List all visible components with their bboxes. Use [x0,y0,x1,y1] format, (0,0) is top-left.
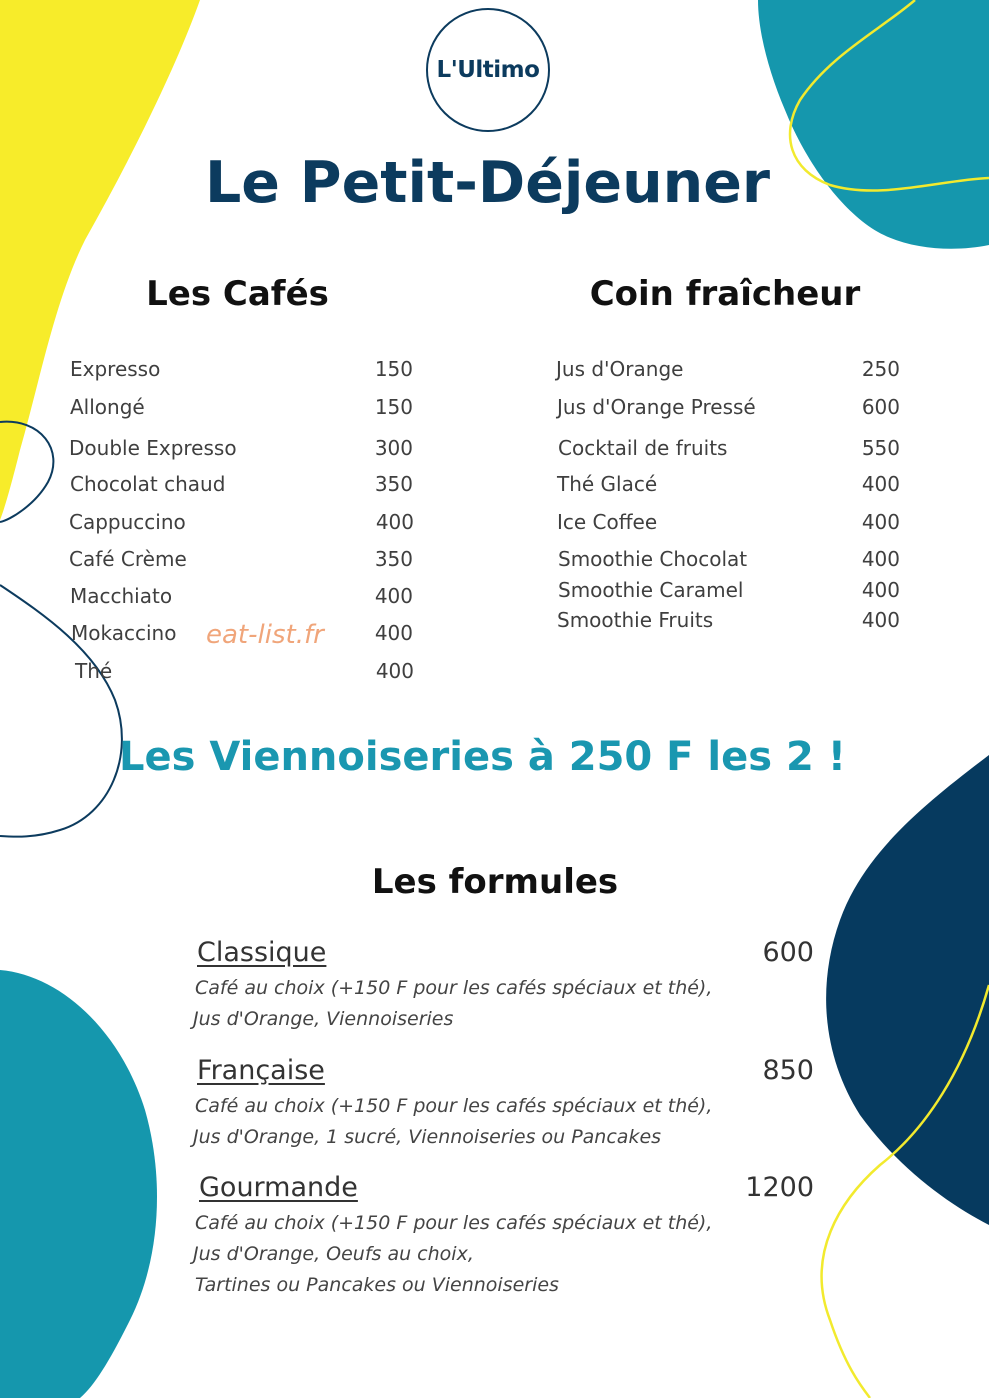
fraicheur-item-name: Ice Coffee [557,510,658,534]
promo-banner: Les Viennoiseries à 250 F les 2 ! [119,734,846,780]
cafe-item-name: Double Expresso [69,436,237,460]
formula-description: Jus d'Orange, Oeufs au choix, [193,1243,474,1265]
fraicheur-item-name: Cocktail de fruits [558,436,728,460]
logo [426,8,550,132]
fraicheur-item-name: Smoothie Caramel [558,578,744,602]
fraicheur-item-price: 550 [861,436,900,460]
fraicheur-item-name: Smoothie Fruits [557,608,714,632]
cafe-item-name: Café Crème [69,547,187,571]
cafe-item-price: 300 [374,436,413,460]
fraicheur-item-name: Jus d'Orange [556,357,684,381]
formula-price: 1200 [745,1172,814,1203]
logo-text: L'Ultimo [436,57,540,83]
formula-description: Café au choix (+150 F pour les cafés spéciaux et thé), [195,1095,713,1117]
cafe-item-name: Expresso [70,357,161,381]
formula-name: Française [197,1055,325,1086]
cafe-item-name: Cappuccino [69,510,186,534]
formula-description: Tartines ou Pancakes ou Viennoiseries [195,1274,559,1296]
cafe-item-price: 350 [374,472,413,496]
watermark: eat-list.fr [206,620,324,650]
formula-description: Café au choix (+150 F pour les cafés spéciaux et thé), [195,977,713,999]
fraicheur-item-price: 400 [861,608,900,632]
fraicheur-item-price: 400 [861,547,900,571]
cafe-item-name: Chocolat chaud [70,472,226,496]
fraicheur-item-name: Smoothie Chocolat [558,547,748,571]
fraicheur-item-price: 250 [861,357,900,381]
fraicheur-item-price: 400 [861,578,900,602]
cafe-item-price: 400 [374,621,413,645]
teal-blob-bottom [0,970,157,1398]
formules-title: Les formules [371,862,619,902]
formula-name: Classique [197,937,327,968]
formula-description: Jus d'Orange, Viennoiseries [193,1008,454,1030]
formula-price: 600 [762,937,814,968]
formula-name: Gourmande [199,1172,358,1203]
cafe-item-price: 400 [375,659,414,683]
fraicheur-item-price: 400 [861,472,900,496]
cafe-item-price: 150 [374,357,413,381]
fraicheur-title: Coin fraîcheur [589,274,861,314]
cafe-item-name: Allongé [70,395,145,419]
formula-description: Café au choix (+150 F pour les cafés spéciaux et thé), [195,1212,713,1234]
fraicheur-item-name: Thé Glacé [557,472,658,496]
cafes-title: Les Cafés [146,274,329,314]
cafe-item-price: 400 [375,510,414,534]
cafe-item-price: 350 [374,547,413,571]
page-title: Le Petit-Déjeuner [204,150,771,216]
fraicheur-item-price: 400 [861,510,900,534]
cafe-item-name: Thé [75,659,113,683]
formula-description: Jus d'Orange, 1 sucré, Viennoiseries ou Pancakes [193,1126,662,1148]
formula-price: 850 [762,1055,814,1086]
cafe-item-price: 400 [374,584,413,608]
fraicheur-item-name: Jus d'Orange Pressé [557,395,756,419]
fraicheur-item-price: 600 [861,395,900,419]
cafe-item-name: Macchiato [70,584,173,608]
cafe-item-name: Mokaccino [71,621,177,645]
cafe-item-price: 150 [374,395,413,419]
navy-blob-right [826,755,989,1225]
